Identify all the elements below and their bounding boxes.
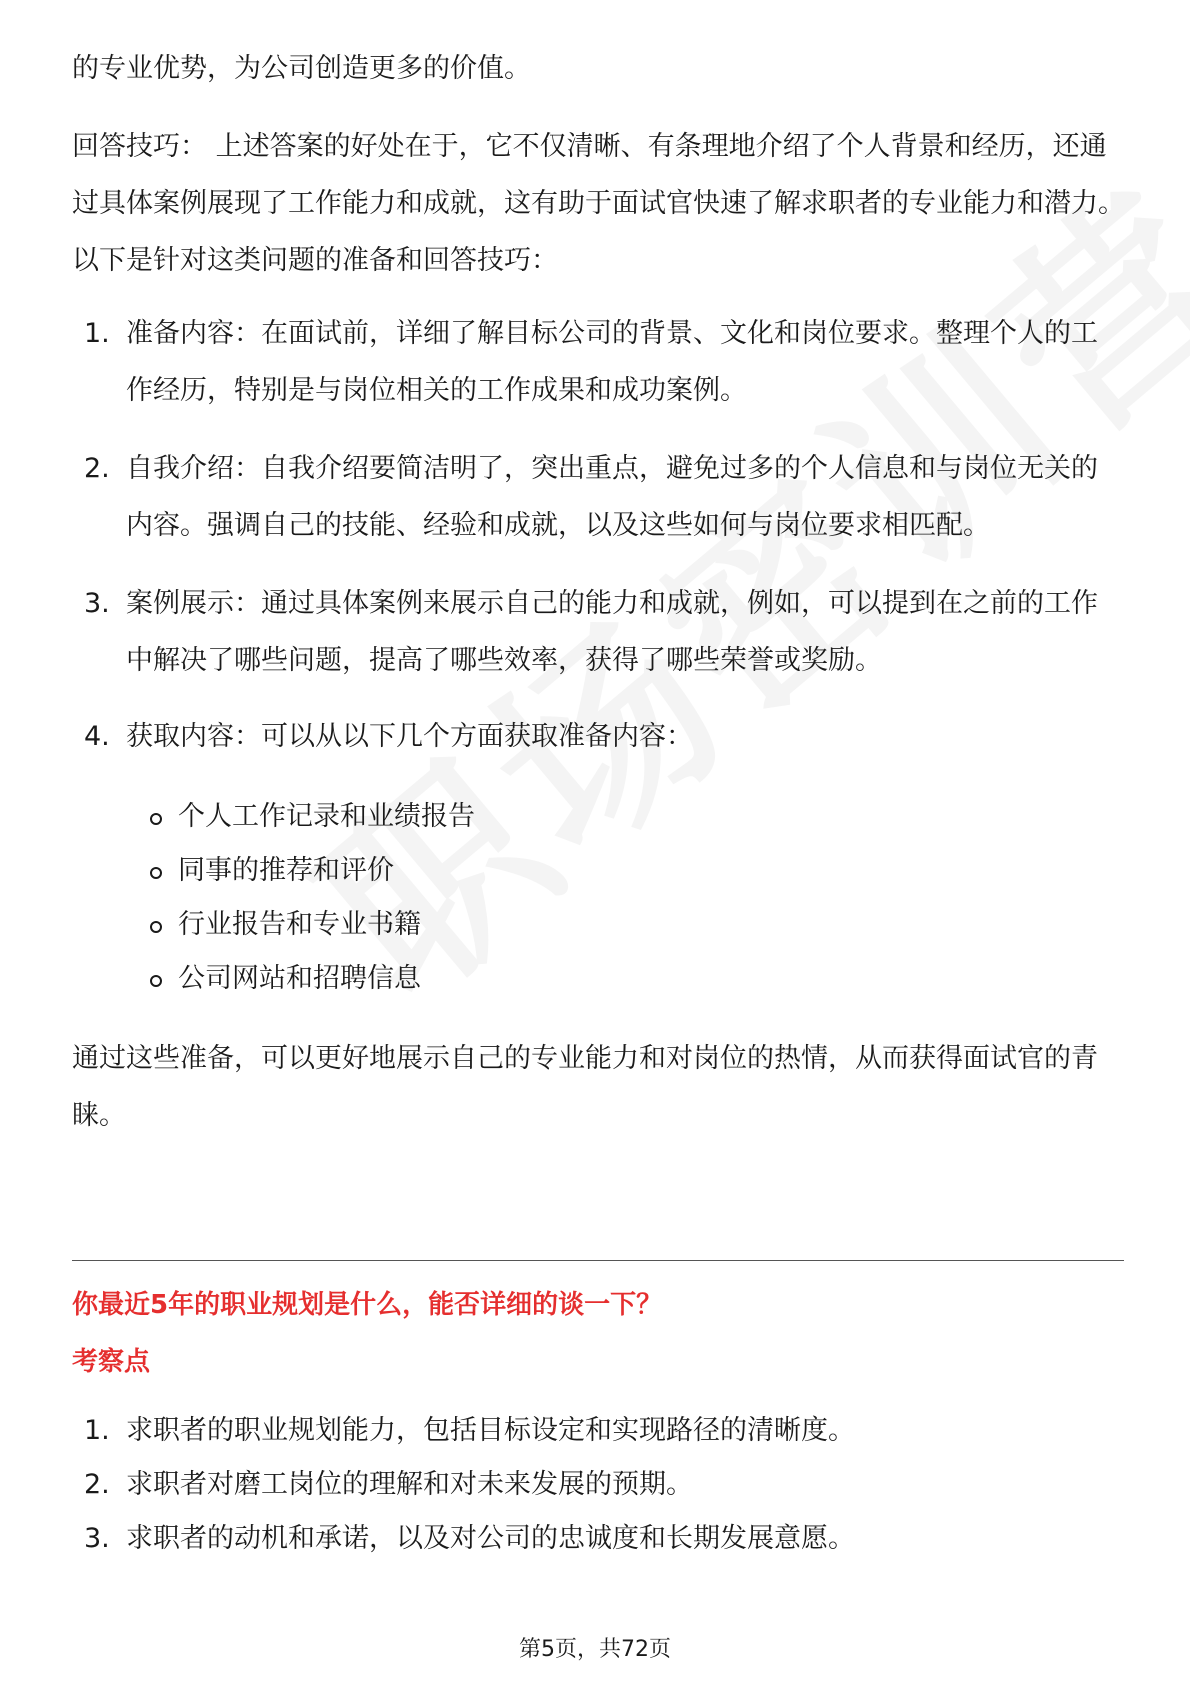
assessment-item-text: 求职者对磨工岗位的理解和对未来发展的预期。	[126, 1469, 693, 1500]
source-item-text: 同事的推荐和评价	[178, 855, 394, 886]
hollow-bullet-icon	[150, 813, 162, 825]
tip-item-number: 4.	[84, 721, 110, 752]
hollow-bullet-icon	[150, 975, 162, 987]
tip-item-number: 1.	[84, 318, 110, 349]
tip-item-number: 3.	[84, 588, 110, 619]
question-heading: 你最近5年的职业规划是什么，能否详细的谈一下？	[72, 1290, 663, 1320]
tip-item-text: 自我介绍：自我介绍要简洁明了，突出重点，避免过多的个人信息和与岗位无关的内容。强调自己的技能、经验和成就，以及这些如何与岗位要求相匹配。	[126, 453, 1098, 541]
source-item-text: 行业报告和专业书籍	[178, 909, 421, 940]
closing-paragraph: 通过这些准备，可以更好地展示自己的专业能力和对岗位的热情，从而获得面试官的青睐。	[72, 1043, 1098, 1131]
assessment-item-number: 3.	[84, 1523, 110, 1554]
assessment-item-number: 2.	[84, 1469, 110, 1500]
source-item-1	[150, 788, 475, 845]
source-item-3	[150, 896, 421, 953]
assessment-item-1	[84, 1402, 1124, 1459]
assessment-item-text: 求职者的动机和承诺，以及对公司的忠诚度和长期发展意愿。	[126, 1523, 855, 1554]
hollow-bullet-icon	[150, 921, 162, 933]
source-item-2	[150, 842, 394, 899]
source-item-4	[150, 950, 421, 1007]
page-footer: 第5页，共72页	[519, 1637, 671, 1662]
hollow-bullet-icon	[150, 867, 162, 879]
assessment-heading: 考察点	[72, 1347, 151, 1377]
tip-item-3	[84, 575, 1124, 689]
section-divider	[72, 1260, 1124, 1261]
tip-item-1	[84, 305, 1124, 419]
source-item-text: 公司网站和招聘信息	[178, 963, 421, 994]
assessment-item-2	[84, 1456, 1124, 1513]
tip-item-4	[84, 708, 1124, 765]
assessment-item-3	[84, 1510, 1124, 1567]
tip-item-text: 案例展示：通过具体案例来展示自己的能力和成就，例如，可以提到在之前的工作中解决了哪些问题，提高了哪些效率，获得了哪些荣誉或奖励。	[126, 588, 1098, 676]
tip-item-text: 准备内容：在面试前，详细了解目标公司的背景、文化和岗位要求。整理个人的工作经历，特别是与岗位相关的工作成果和成功案例。	[126, 318, 1098, 406]
tip-item-text: 获取内容：可以从以下几个方面获取准备内容：	[126, 721, 693, 752]
assessment-item-number: 1.	[84, 1415, 110, 1446]
tip-paragraph: 回答技巧： 上述答案的好处在于，它不仅清晰、有条理地介绍了个人背景和经历，还通过具体案例展现了工作能力和成就，这有助于面试官快速了解求职者的专业能力和潜力。以下是针对这类问题的准备和回答技巧：	[72, 131, 1125, 276]
tip-item-number: 2.	[84, 453, 110, 484]
tip-item-2	[84, 440, 1124, 554]
assessment-item-text: 求职者的职业规划能力，包括目标设定和实现路径的清晰度。	[126, 1415, 855, 1446]
intro-tail: 的专业优势，为公司创造更多的价值。	[72, 53, 531, 84]
source-item-text: 个人工作记录和业绩报告	[178, 801, 475, 832]
